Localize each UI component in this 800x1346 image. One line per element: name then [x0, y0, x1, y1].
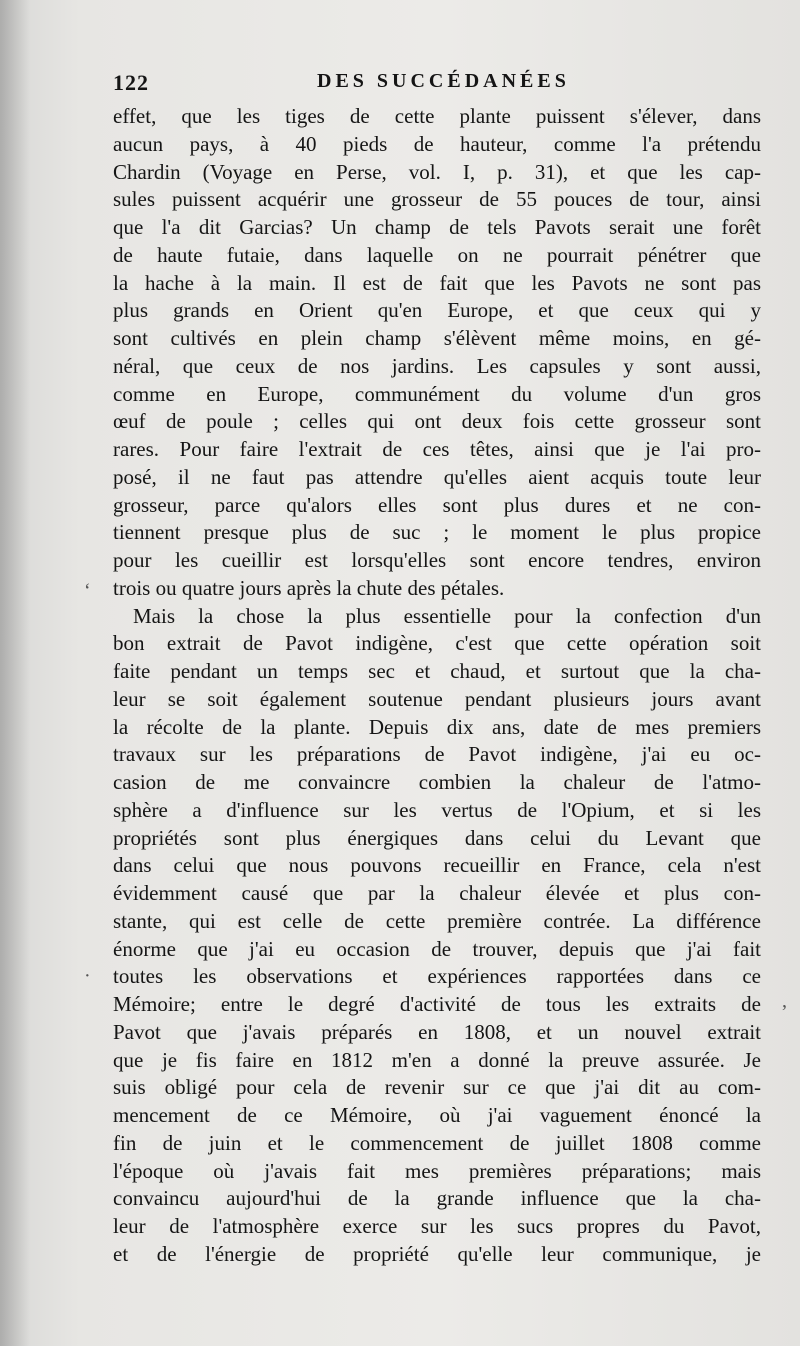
text-line: travaux sur les préparations de Pavot indigène, j'ai eu oc-: [113, 742, 761, 767]
text-line: grosseur, parce qu'alors elles sont plus dures et ne con-: [113, 492, 761, 517]
text-line: toutes les observations et expériences rapportées dans ce: [113, 964, 761, 989]
text-line: posé, il ne faut pas attendre qu'elles aient acquis toute leur: [113, 464, 761, 489]
text-line: énorme que j'ai eu occasion de trouver, depuis que j'ai fait: [113, 936, 761, 961]
text-line: Mémoire; entre le degré d'activité de tous les extraits de: [113, 992, 761, 1016]
text-line: l'époque où j'avais fait mes premières préparations; mais: [113, 1158, 761, 1183]
text-line: néral, que ceux de nos jardins. Les capsules y sont aussi,: [113, 353, 761, 378]
text-line: sphère a d'influence sur les vertus de l'Opium, et si les: [113, 797, 761, 822]
text-line: comme en Europe, communément du volume d'un gros: [113, 381, 761, 406]
margin-mark: ‘: [84, 580, 91, 602]
text-line: propriétés sont plus énergiques dans celui du Levant que: [113, 825, 761, 850]
text-line: mencement de ce Mémoire, où j'ai vaguement énoncé la: [113, 1103, 761, 1127]
text-line: faite pendant un temps sec et chaud, et surtout que la cha-: [113, 659, 761, 683]
text-line: tiennent presque plus de suc ; le moment le plus propice: [113, 520, 761, 545]
text-line: bon extrait de Pavot indigène, c'est que cette opération soit: [113, 631, 761, 656]
text-line: leur se soit également soutenue pendant plusieurs jours avant: [113, 686, 761, 711]
text-line: plus grands en Orient qu'en Europe, et que ceux qui y: [113, 298, 761, 323]
text-line: aucun pays, à 40 pieds de hauteur, comme l'a prétendu: [113, 131, 761, 156]
text-line: trois ou quatre jours après la chute des pétales.: [113, 575, 505, 600]
text-line: sont cultivés en plein champ s'élèvent même moins, en gé-: [113, 326, 761, 350]
page-number: 122: [113, 70, 149, 95]
text-line: dans celui que nous pouvons recueillir en France, cela n'est: [113, 853, 761, 878]
text-line: rares. Pour faire l'extrait de ces têtes, ainsi que je l'ai pro-: [113, 437, 761, 461]
page-header: [113, 62, 761, 102]
text-line: que l'a dit Garcias? Un champ de tels Pavots serait une forêt: [113, 215, 761, 239]
text-line: suis obligé pour cela de revenir sur ce que j'ai dit au com-: [113, 1075, 761, 1100]
text-line: convaincu aujourd'hui de la grande influence que la cha-: [113, 1186, 761, 1211]
text-line: Chardin (Voyage en Perse, vol. I, p. 31), et que les cap-: [113, 159, 761, 184]
text-line: effet, que les tiges de cette plante puissent s'élever, dans: [113, 104, 761, 128]
text-line: évidemment causé que par la chaleur élevée et plus con-: [113, 881, 761, 905]
text-line: que je fis faire en 1812 m'en a donné la preuve assurée. Je: [113, 1047, 761, 1072]
margin-mark: ,: [782, 990, 787, 1012]
text-line: sules puissent acquérir une grosseur de 55 pouces de tour, ainsi: [113, 187, 761, 212]
margin-mark: ·: [84, 965, 91, 987]
text-line: casion de me convaincre combien la chaleur de l'atmo-: [113, 770, 761, 794]
text-line: pour les cueillir est lorsqu'elles sont encore tendres, environ: [113, 548, 761, 572]
text-line: stante, qui est celle de cette première contrée. La différence: [113, 908, 761, 933]
body-text: [113, 103, 761, 1269]
text-line: œuf de poule ; celles qui ont deux fois cette grosseur sont: [113, 409, 761, 434]
text-line: leur de l'atmosphère exerce sur les sucs propres du Pavot,: [113, 1214, 761, 1238]
text-line: et de l'énergie de propriété qu'elle leur communique, je: [113, 1241, 761, 1266]
text-line: Pavot que j'avais préparés en 1808, et un nouvel extrait: [113, 1019, 761, 1044]
text-line: la récolte de la plante. Depuis dix ans, date de mes premiers: [113, 714, 761, 739]
page-gutter-shadow: [0, 0, 30, 1346]
text-line: de haute futaie, dans laquelle on ne pourrait pénétrer que: [113, 242, 761, 267]
text-line: la hache à la main. Il est de fait que les Pavots ne sont pas: [113, 270, 761, 295]
text-line: fin de juin et le commencement de juillet 1808 comme: [113, 1130, 761, 1155]
running-head: DES SUCCÉDANÉES: [317, 70, 570, 92]
text-line: Mais la chose la plus essentielle pour la confection d'un: [133, 603, 761, 628]
